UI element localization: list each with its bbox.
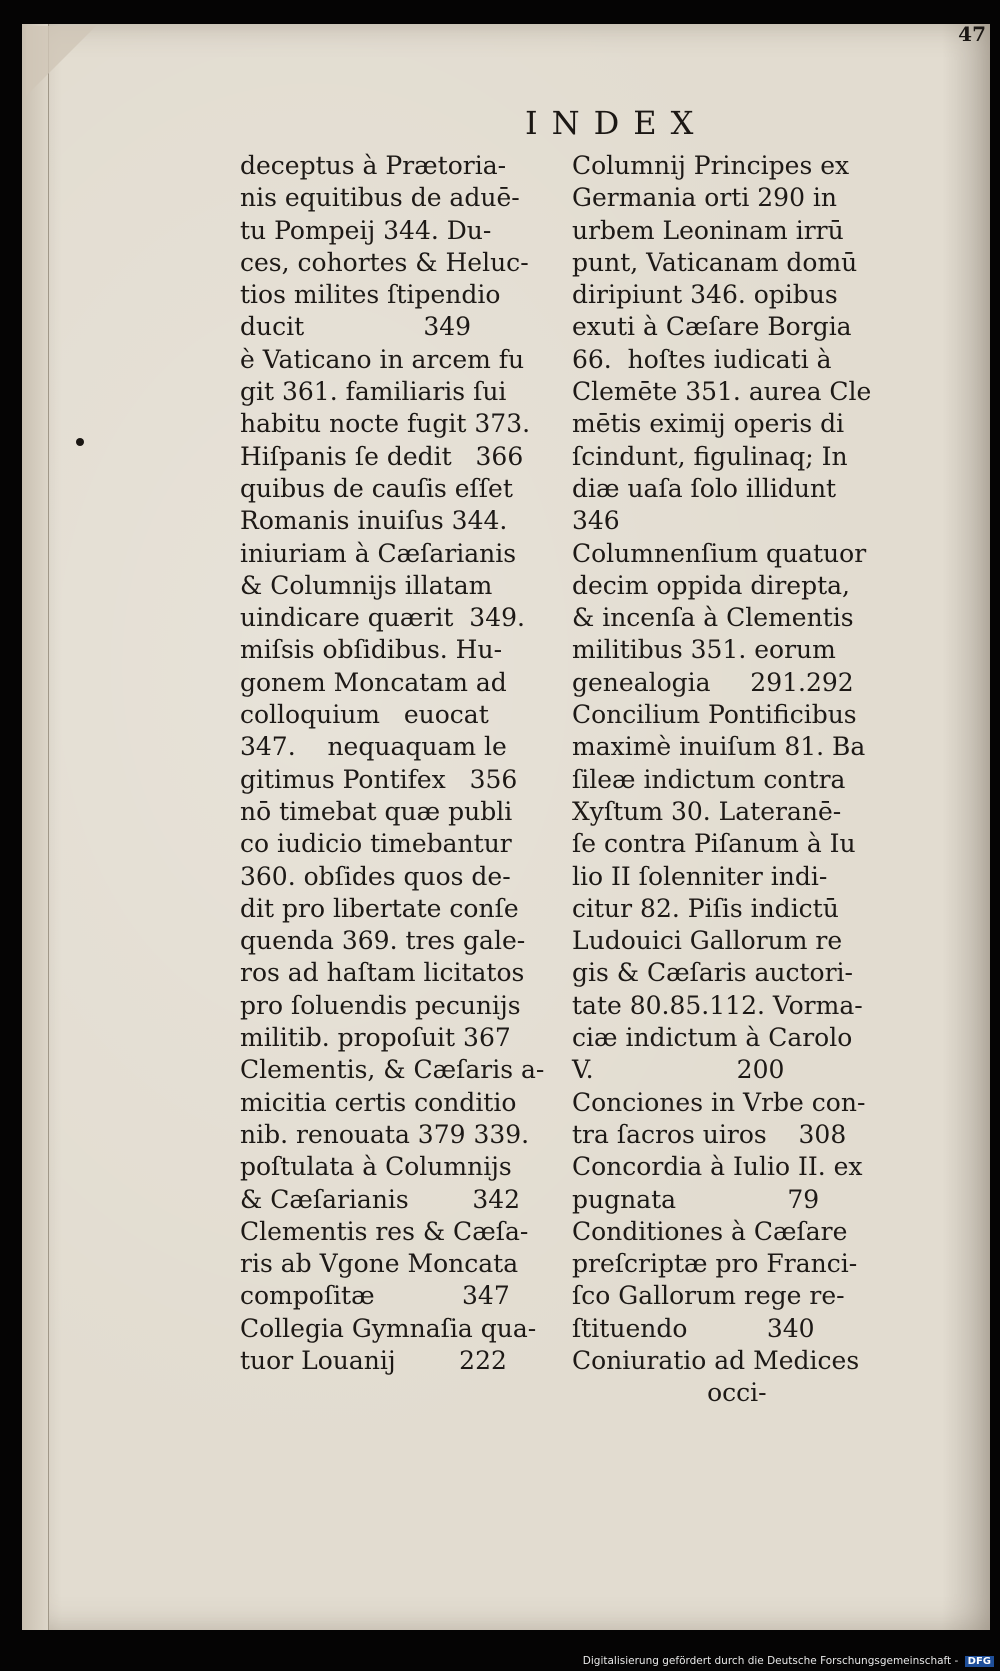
index-line: nis equitibus de aduē- [240, 183, 520, 213]
index-line: Clementis, & Cæſaris a- [240, 1055, 545, 1085]
index-line: deceptus à Prætoria- [240, 151, 507, 180]
index-line: ſcindunt, figulinaq; In [572, 441, 848, 471]
index-line: pro ſoluendis pecunijs [240, 990, 521, 1020]
index-line: maximè inuiſum 81. Ba [572, 732, 866, 762]
index-line: 66. hoſtes iudicati à [572, 344, 832, 374]
index-line: co iudicio timebantur [240, 829, 512, 859]
index-line: urbem Leoninam irrū [572, 215, 844, 245]
index-line: miſsis obſidibus. Hu- [240, 635, 503, 665]
index-line: tra ſacros uiros 308 [572, 1119, 847, 1149]
index-line: quenda 369. tres gale- [240, 926, 526, 956]
index-line: 360. obſides quos de- [240, 861, 511, 891]
index-line: lio II ſolenniter indi- [572, 861, 828, 891]
index-line: Columnenſium quatuor [572, 538, 867, 568]
dfg-logo: DFG [965, 1656, 994, 1667]
index-line: Conditiones à Cæſare [572, 1216, 848, 1246]
index-line: & incenſa à Clementis [572, 603, 854, 633]
index-line: genealogia 291.292 [572, 667, 854, 697]
index-line: V. 200 [572, 1055, 785, 1085]
index-line: compoſitæ 347 [240, 1281, 510, 1311]
index-line: ſe contra Piſanum à Iu [572, 829, 856, 859]
index-line: tuor Louanij 222 [240, 1345, 507, 1375]
index-line: quibus de cauſis eſſet [240, 473, 513, 503]
index-line: Hiſpanis ſe dedit 366 [240, 441, 524, 471]
index-line: ros ad haſtam licitatos [240, 958, 525, 988]
index-line: iniuriam à Cæſarianis [240, 538, 517, 568]
index-line: ſtituendo 340 [572, 1313, 815, 1343]
index-line: colloquium euocat [240, 700, 489, 730]
index-line: tios milites ſtipendio [240, 280, 501, 310]
index-line: ces, cohortes & Heluc- [240, 247, 529, 277]
running-head: INDEX [525, 104, 708, 142]
index-line: ciæ indictum à Carolo [572, 1023, 853, 1053]
index-line: Columnij Principes ex [572, 151, 850, 180]
folio-number: 47 [958, 22, 986, 46]
index-line: & Columnijs illatam [240, 570, 493, 600]
index-line: Xyſtum 30. Lateranē- [572, 796, 842, 826]
index-line: exuti à Cæſare Borgia [572, 312, 852, 342]
index-line: Germania orti 290 in [572, 183, 838, 213]
index-line: è Vaticano in arcem fu [240, 344, 525, 374]
index-line: mētis eximij operis di [572, 409, 845, 439]
index-line: tate 80.85.112. Vorma- [572, 990, 863, 1020]
index-line: citur 82. Piſis indictū [572, 893, 839, 923]
index-line: punt, Vaticanam domū [572, 247, 858, 277]
page-edge [22, 24, 49, 1630]
index-line: git 361. familiaris ſui [240, 377, 507, 407]
index-line: ducit 349 [240, 312, 472, 342]
index-line: micitia certis conditio [240, 1087, 517, 1117]
index-line: Concordia à Iulio II. ex [572, 1152, 863, 1182]
index-line: gis & Cæſaris auctori- [572, 958, 853, 988]
index-line: 346 [572, 506, 620, 536]
index-line: diripiunt 346. opibus [572, 280, 838, 310]
index-line: dit pro libertate conſe [240, 893, 519, 923]
index-column-right [572, 150, 884, 1410]
index-line: Conciones in Vrbe con- [572, 1087, 866, 1117]
index-line: ſco Gallorum rege re- [572, 1281, 845, 1311]
index-line: habitu nocte fugit 373. [240, 409, 531, 439]
index-line: militibus 351. eorum [572, 635, 836, 665]
index-line: Concilium Pontificibus [572, 700, 857, 730]
index-line: Ludouici Gallorum re [572, 926, 843, 956]
folded-corner [26, 26, 96, 96]
index-line: uindicare quærit 349. [240, 603, 525, 633]
index-line: pugnata 79 [572, 1184, 820, 1214]
index-line: Collegia Gymnaſia qua- [240, 1313, 537, 1343]
index-line: preſcriptæ pro Franci- [572, 1249, 858, 1279]
index-line: nib. renouata 379 339. [240, 1119, 530, 1149]
footer-text: Digitalisierung gefördert durch die Deutsche Forschungsgemeinschaft - [582, 1655, 959, 1667]
index-line: Romanis inuiſus 344. [240, 506, 508, 536]
index-line: tu Pompeij 344. Du- [240, 215, 492, 245]
index-line: gitimus Pontifex 356 [240, 764, 518, 794]
index-column-left [240, 150, 550, 1377]
index-line: militib. propoſuit 367 [240, 1023, 511, 1053]
index-line: Clementis res & Cæſa- [240, 1216, 529, 1246]
index-line: Coniuratio ad Medices [572, 1345, 860, 1375]
index-line: ſileæ indictum contra [572, 764, 846, 794]
index-line: poſtulata à Columnijs [240, 1152, 512, 1182]
index-line: & Cæſarianis 342 [240, 1184, 521, 1214]
index-line: 347. nequaquam le [240, 732, 507, 762]
ink-dot [76, 438, 84, 446]
digitization-footer [583, 1655, 994, 1667]
index-line: gonem Moncatam ad [240, 667, 507, 697]
index-line: occi- [572, 1378, 767, 1408]
index-line: decim oppida direpta, [572, 570, 851, 600]
index-line: diæ uaſa ſolo illidunt [572, 473, 837, 503]
index-line: nō timebat quæ publi [240, 796, 513, 826]
index-line: Clemēte 351. aurea Cle [572, 377, 872, 407]
index-line: ris ab Vgone Moncata [240, 1249, 519, 1279]
